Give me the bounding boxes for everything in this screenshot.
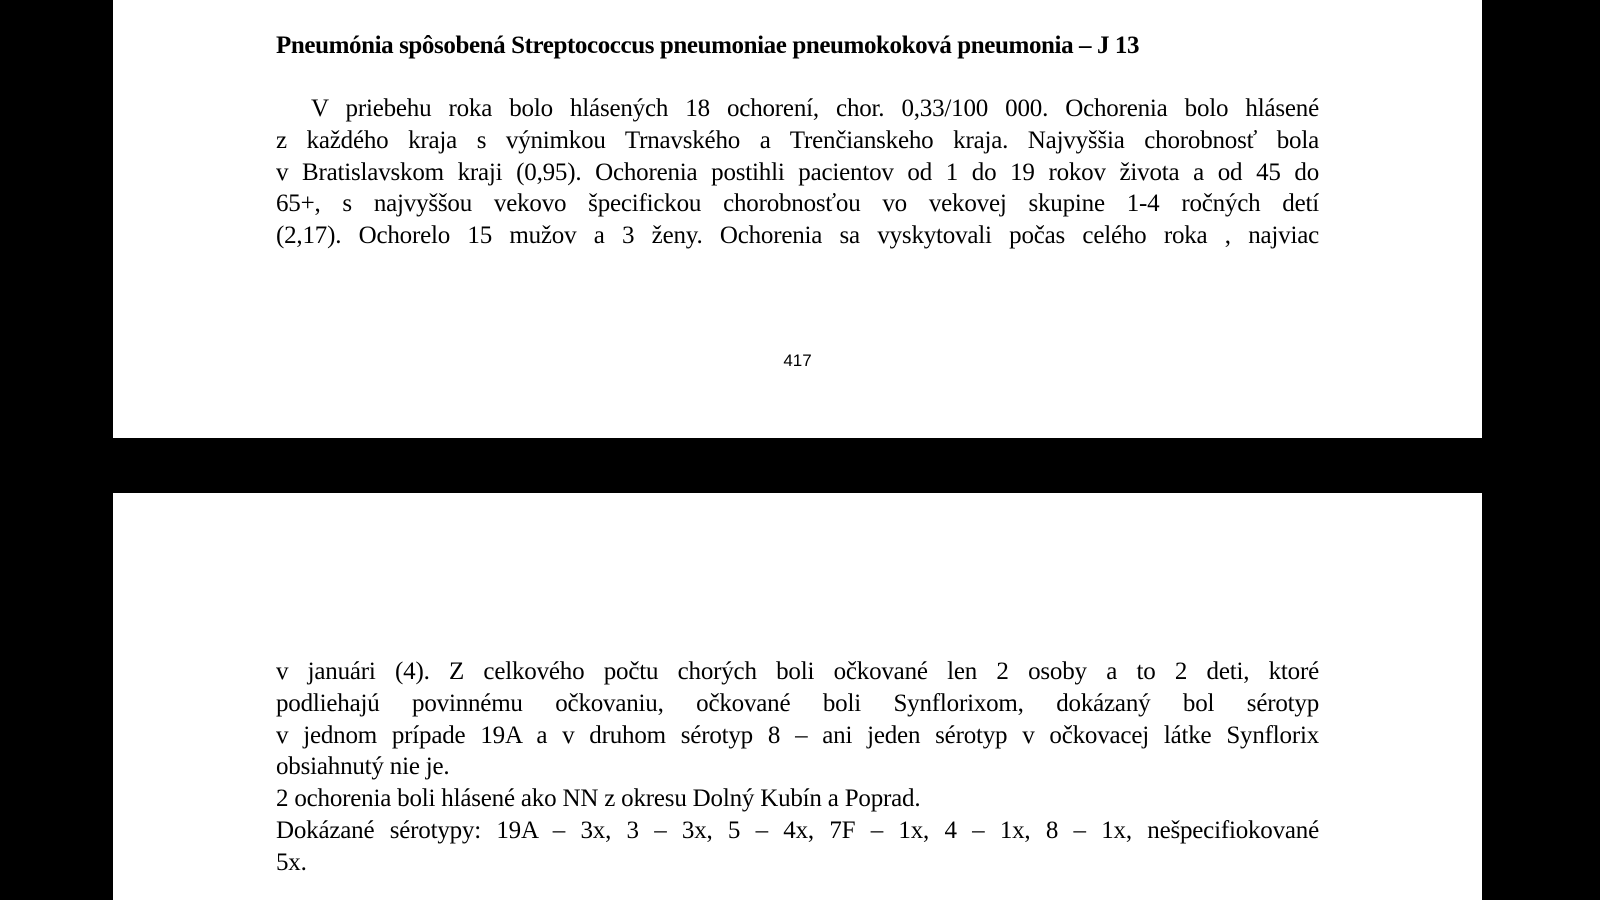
text-line: V priebehu roka bolo hlásených 18 ochorení, chor. 0,33/100 000. Ochorenia bolo hlásené (311, 95, 1319, 122)
page-417 (113, 0, 1482, 438)
text-line: v Bratislavskom kraji (0,95). Ochorenia postihli pacientov od 1 do 19 rokov života a od 45 do (276, 158, 1319, 186)
text-line: podliehajú povinnému očkovaniu, očkované boli Synflorixom, dokázaný bol sérotyp (276, 689, 1319, 717)
text-line: obsiahnutý nie je. (276, 753, 450, 781)
section-heading: Pneumónia spôsobená Streptococcus pneumoniae pneumokoková pneumonia – J 13 (276, 32, 1140, 59)
text-line: v jednom prípade 19A a v druhom sérotyp 8 – ani jeden sérotyp v očkovacej látke Synflorix (276, 721, 1319, 749)
text-line: 65+, s najvyššou vekovo špecifickou chorobnosťou vo vekovej skupine 1-4 ročných detí (276, 190, 1319, 218)
text-line: (2,17). Ochorelo 15 mužov a 3 ženy. Ochorenia sa vyskytovali počas celého roka , najviac (276, 222, 1319, 250)
paragraph-body (276, 93, 1319, 252)
text-line: z každého kraja s výnimkou Trnavského a Trenčianskeho kraja. Najvyššia chorobnosť bola (276, 126, 1319, 154)
page-418 (113, 493, 1482, 900)
text-line: 5x. (276, 848, 307, 876)
page-number: 417 (783, 351, 812, 370)
text-line: 2 ochorenia boli hlásené ako NN z okresu Dolný Kubín a Poprad. (276, 785, 921, 813)
text-line: Dokázané sérotypy: 19A – 3x, 3 – 3x, 5 – 4x, 7F – 1x, 4 – 1x, 8 – 1x, nešpecifiokované (276, 816, 1319, 844)
paragraph-body-continued (276, 656, 1319, 879)
text-line: v januári (4). Z celkového počtu chorých boli očkované len 2 osoby a to 2 deti, ktoré (276, 658, 1319, 685)
